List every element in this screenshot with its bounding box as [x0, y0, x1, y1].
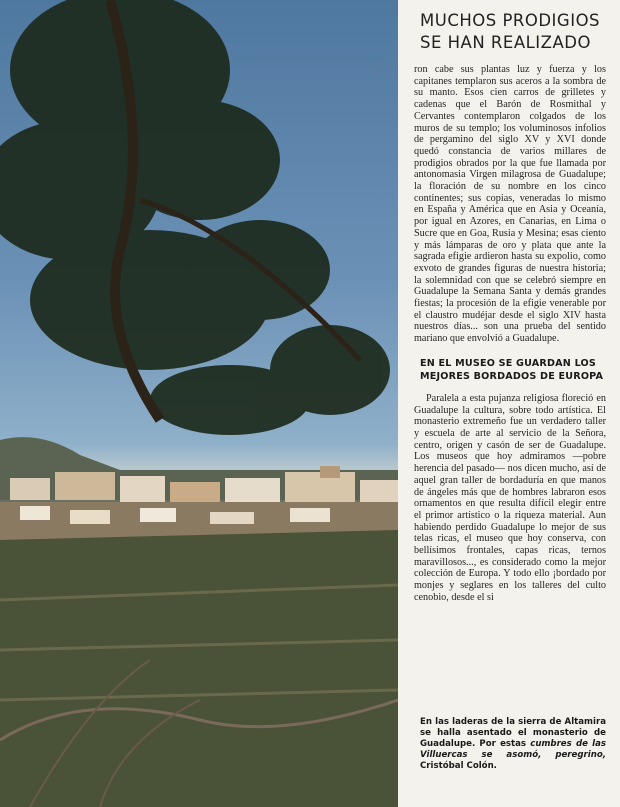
headline-line-1: MUCHOS PRODIGIOS [420, 11, 601, 30]
article-headline [420, 10, 606, 54]
photo-caption [420, 717, 606, 772]
caption-text-b: Cristóbal Colón. [420, 761, 497, 771]
pine-branches [0, 0, 390, 435]
article-paragraph-2: Paralela a esta pujanza religiosa floreció en Guadalupe la cultura, sobre todo artística. El monasterio extremeño fue un verdadero taller y escuela de arte al servicio de la Señora, centro, origen y casón de ser de Guadalupe. Los museos que hoy admiramos —pobre herencia del pasado— nos dicen mucho, así de aquel gran taller de bordaduría en que manos de ángeles más que de hombres labraron esos ornamentos en que resulta difícil elegir entre el primor artístico o la riqueza material. Aun habiendo perdido Guadalupe lo mejor de sus telas ricas, el museo que hoy conserva, con bellísimos frontales, capas ricas, ternos maravillosos..., es considerado como la mejor colección de Europa. Y todo ello ¡bordado por monjes y seglares en los talleres del culto cenobio, desde el si [414, 392, 606, 603]
article-paragraph-1: ron cabe sus plantas luz y fuerza y los capitanes templaron sus aceros a la sombra de su manto. Esos cien carros de grilletes y cadenas que el Barón de Rosmithal y Cervantes contemplaron colgados de los muros de su templo; los voluminosos infolios de pergamino del siglo XV y XVI donde quedó constancia de varios millares de prodigios obrados por la que fue llamada por antonomasia Virgen milagrosa de Guadalupe; la floración de su nombre en los cinco continentes; sus copias, veneradas lo mismo en España y América que en Asia y Oceanía, por igual en Azores, en Canarias, en Lima o Sucre que en Goa, Rusia y Mesina; esas ciento y más lámparas de oro y plata que ante la sagrada efigie ardieron hasta su expolio, como exvoto de grandes figuras de nuestra historia; la solemnidad con que se celebró siempre en Guadalupe la Semana Santa y demás grandes fiestas; la procesión de la efigie venerable por el claustro mudéjar desde el siglo XIV hasta nuestros días... son una prueba del sentido mariano que envolvió a Guadalupe. [414, 64, 606, 345]
article-column [414, 10, 606, 604]
caption-text-italic: cumbres de las Villuercas se asomó, peregrino, [420, 739, 606, 760]
terraces [0, 530, 398, 807]
caption-text-a: En las laderas de la sierra de Altamira se halla asentado el monasterio de Guadalupe. Por estas [420, 717, 606, 749]
headline-line-2: SE HAN REALIZADO [420, 33, 591, 52]
section-subheading: EN EL MUSEO SE GUARDAN LOS MEJORES BORDADOS DE EUROPA [420, 357, 604, 382]
watermark-text: ABC [368, 53, 399, 82]
